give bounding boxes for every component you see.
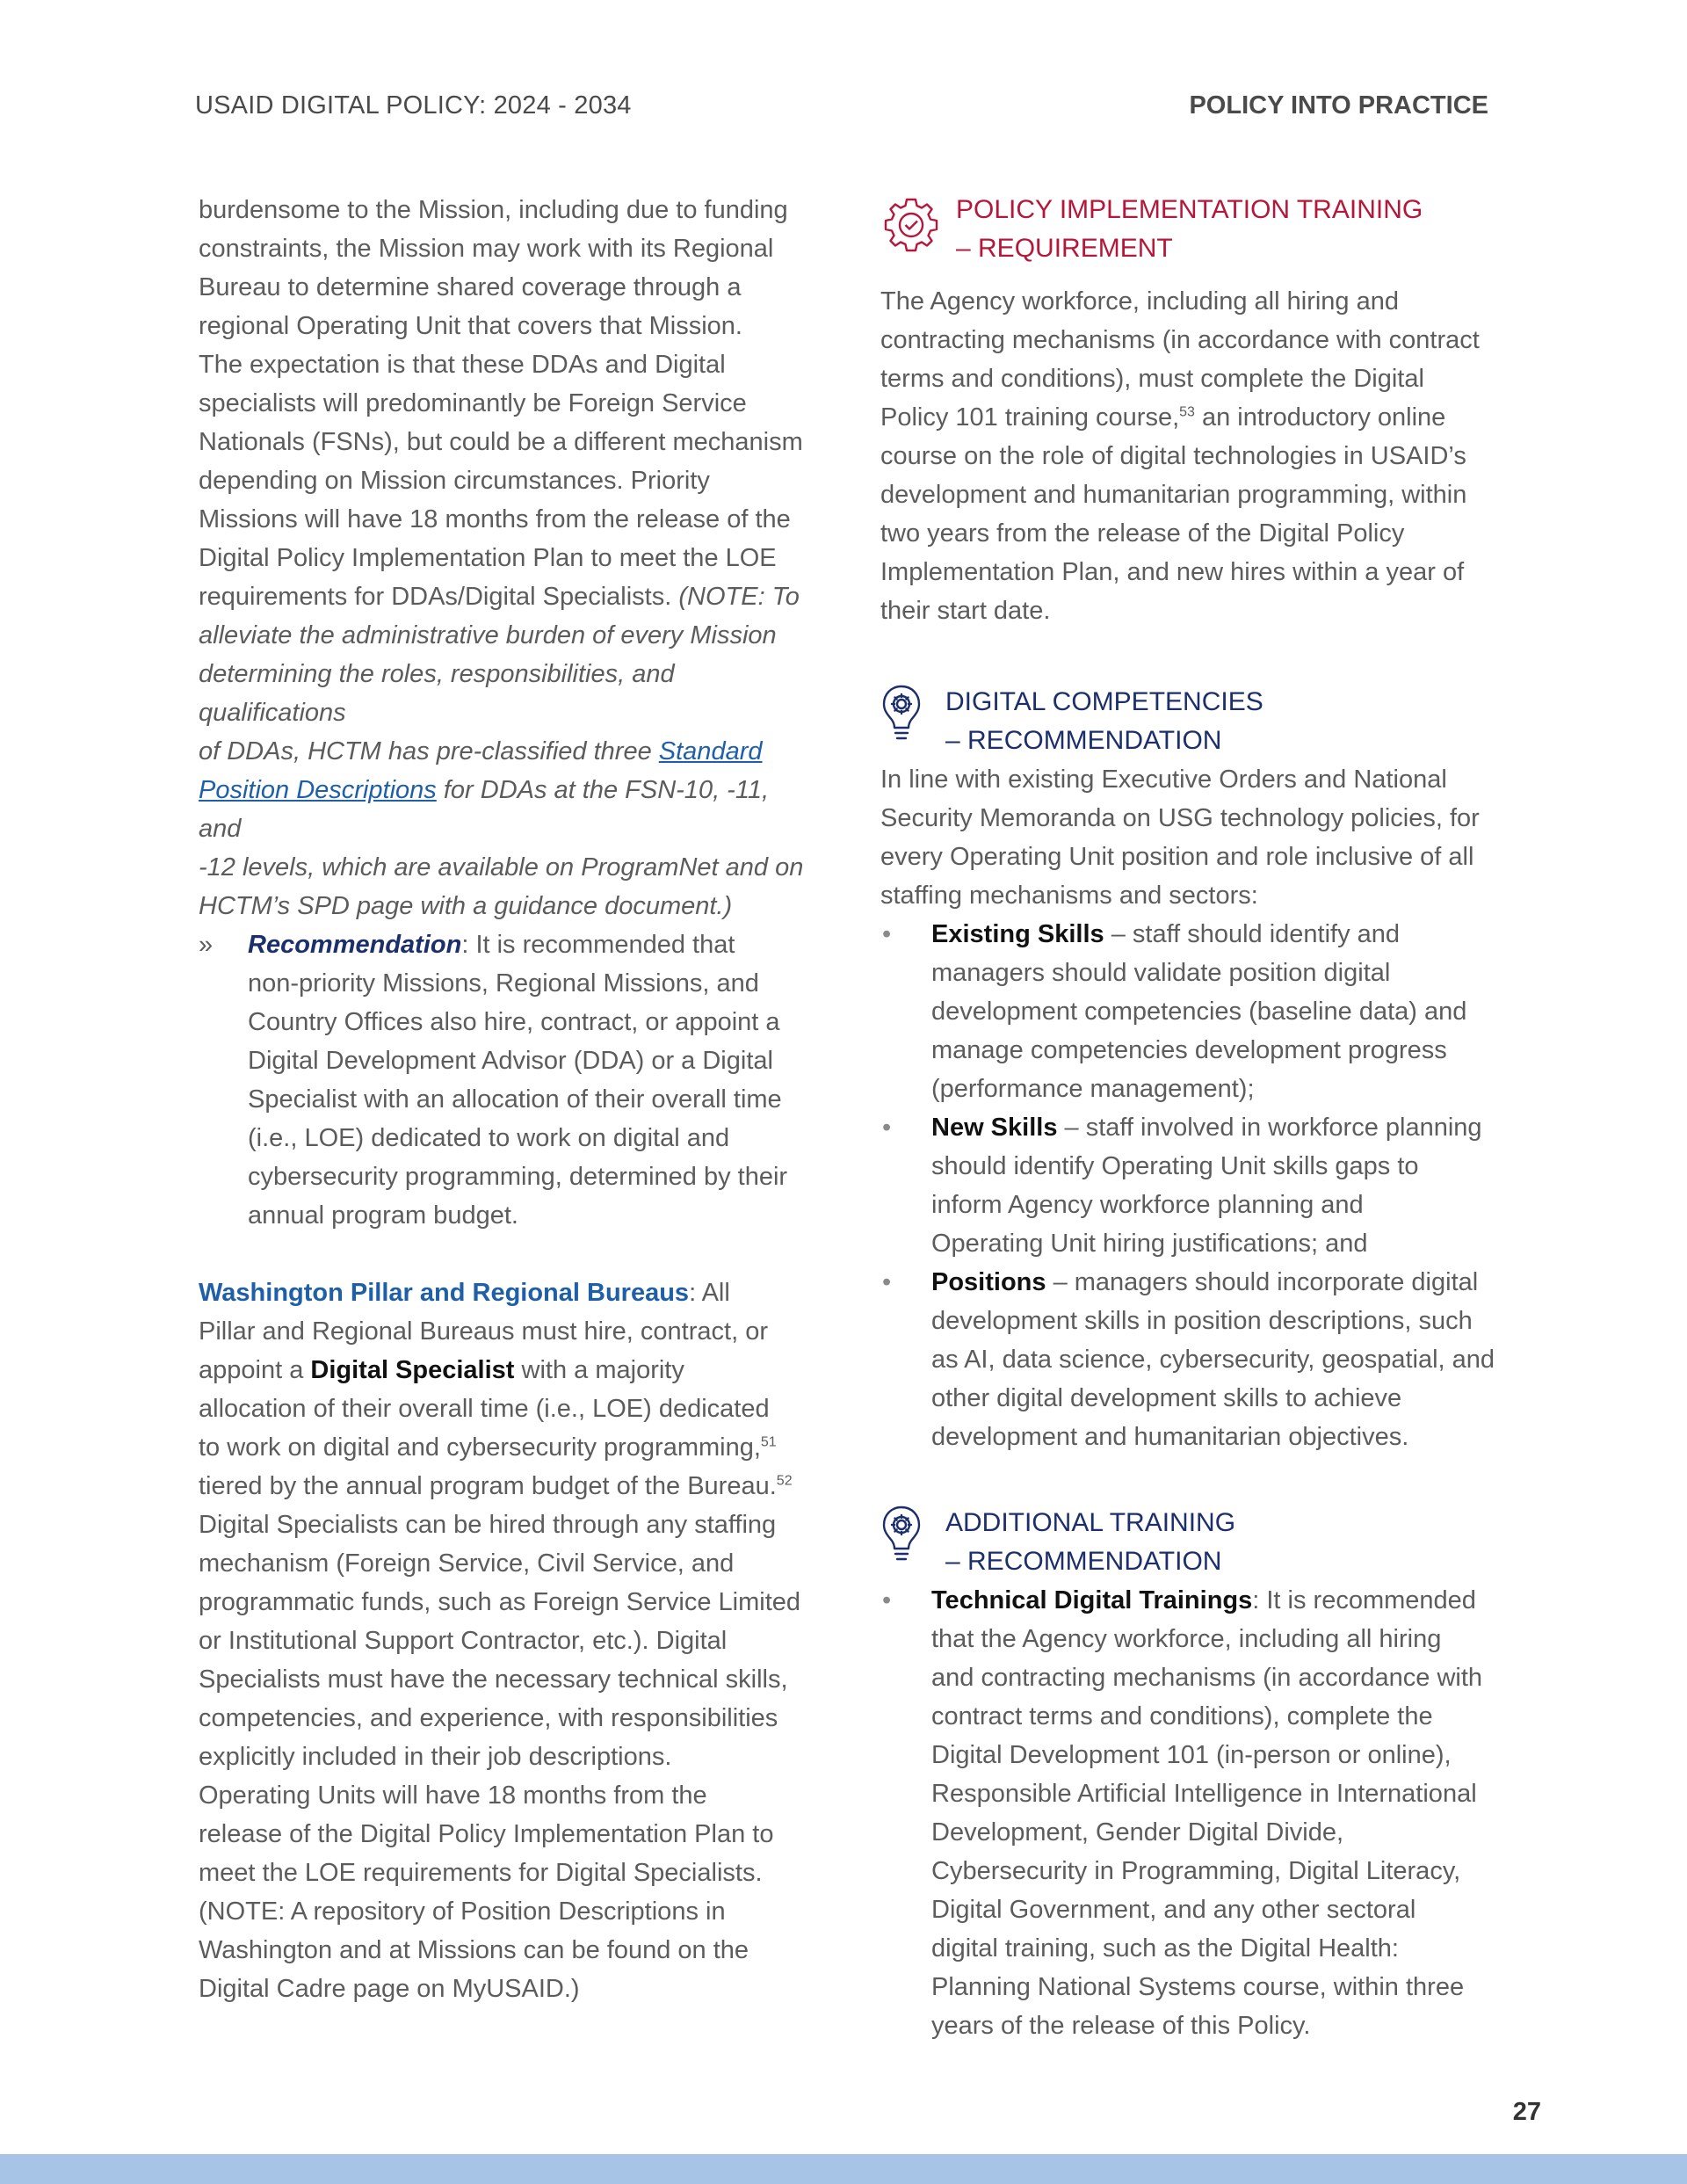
text-line: terms and conditions), must complete the Digital — [880, 365, 1424, 393]
s2-intro-lines — [880, 765, 1480, 910]
recommendation-label: Recommendation — [248, 931, 462, 959]
footnote-ref[interactable]: 52 — [776, 1473, 793, 1489]
bullet-icon: • — [882, 1114, 892, 1142]
text-line: that the Agency workforce, including all hiring — [931, 1625, 1442, 1653]
text-line: contract terms and conditions), complete the — [931, 1702, 1433, 1731]
text-line: (NOTE: A repository of Position Descriptions in — [199, 1897, 726, 1926]
text-line: non-priority Missions, Regional Missions, and — [248, 969, 759, 998]
text-line: course on the role of digital technologies in USAID’s — [880, 442, 1466, 470]
text-line: digital training, such as the Digital Health: — [931, 1934, 1399, 1963]
footnote-ref[interactable]: 53 — [1179, 404, 1195, 420]
bullet-lines — [931, 1152, 1419, 1258]
text-line: development skills in position descriptions, such — [931, 1307, 1473, 1335]
link-text-part-1[interactable]: Standard — [658, 737, 763, 765]
title-line: ADDITIONAL TRAINING — [945, 1508, 1236, 1537]
s1-line: an introductory online — [1194, 403, 1446, 432]
text-line: managers should validate position digital — [931, 959, 1391, 987]
new-skills-label: New Skills — [931, 1114, 1058, 1142]
running-header-section: POLICY INTO PRACTICE — [1189, 91, 1488, 120]
bullet-first-line: – staff should identify and — [1104, 920, 1401, 948]
list-item — [199, 925, 814, 1235]
text-line: Cybersecurity in Programming, Digital Literacy, — [931, 1857, 1461, 1885]
wp-line: tiered by the annual program budget of the Bureau. — [199, 1472, 777, 1500]
additional-training-heading — [880, 1504, 1495, 1581]
wp-line: appoint a — [199, 1356, 311, 1384]
lightbulb-gear-icon — [880, 683, 945, 760]
text-line: The expectation is that these DDAs and Digital — [199, 351, 726, 379]
text-line: Bureau to determine shared coverage through a — [199, 273, 742, 301]
chevron-marker-icon: » — [199, 931, 214, 959]
text-line: Operating Unit hiring justifications; and — [931, 1230, 1368, 1258]
text-line: constraints, the Mission may work with its Regional — [199, 235, 774, 263]
title-line: – RECOMMENDATION — [945, 726, 1222, 755]
text-line: explicitly included in their job descriptions. — [199, 1743, 672, 1771]
list-item — [880, 1581, 1495, 2045]
washington-pillar-paragraph — [199, 1273, 814, 2008]
link-text-part-2[interactable]: Position Descriptions — [199, 776, 437, 804]
text-line: regional Operating Unit that covers that Mission. — [199, 312, 742, 340]
text-line: (i.e., LOE) dedicated to work on digital and — [248, 1124, 730, 1152]
note-start: (NOTE: To — [678, 583, 800, 611]
note-post-link: for DDAs at the FSN-10, -11, and — [199, 776, 770, 843]
title-line: POLICY IMPLEMENTATION TRAINING — [956, 195, 1423, 224]
title-line: DIGITAL COMPETENCIES — [945, 687, 1263, 716]
text-line: Digital Development 101 (in-person or online), — [931, 1741, 1452, 1769]
text-line: alleviate the administrative burden of every Mission — [199, 621, 777, 649]
footer-bar — [0, 2154, 1687, 2184]
text-line: development and humanitarian objectives. — [931, 1423, 1409, 1451]
bullet-first-line: – staff involved in workforce planning — [1057, 1114, 1482, 1142]
text-line: Nationals (FSNs), but could be a different mechanism — [199, 428, 803, 456]
text-line: determining the roles, responsibilities, and qualifications — [199, 660, 675, 727]
wp-rest-lines — [199, 1511, 800, 2003]
additional-training-title — [945, 1504, 1235, 1581]
text-line: two years from the release of the Digital Policy — [880, 519, 1405, 548]
s1-lines — [880, 442, 1466, 625]
bullet-first-line: – managers should incorporate digital — [1046, 1268, 1479, 1296]
left-column — [199, 191, 814, 2008]
text-line: competencies, and experience, with responsibilities — [199, 1704, 778, 1732]
digital-specialist-term: Digital Specialist — [310, 1356, 515, 1384]
recommendation-first-line: : It is recommended that — [461, 931, 735, 959]
bullet-lines — [931, 1307, 1495, 1451]
text-line: Security Memoranda on USG technology policies, for — [880, 804, 1480, 832]
training-list — [880, 1581, 1495, 2045]
bullet-icon: • — [882, 1268, 892, 1296]
wp-line: allocation of their overall time (i.e., LOE) dedicated — [199, 1395, 770, 1423]
wp-line: to work on digital and cybersecurity programming, — [199, 1433, 761, 1462]
text-line: Specialist with an allocation of their overall time — [248, 1085, 782, 1114]
text-line: development and humanitarian programming, within — [880, 481, 1467, 509]
technical-trainings-label: Technical Digital Trainings — [931, 1586, 1253, 1614]
s1-line: Policy 101 training course, — [880, 403, 1180, 432]
text-line: Operating Units will have 18 months from the — [199, 1781, 707, 1810]
text-line: Specialists must have the necessary technical skills, — [199, 1665, 788, 1694]
text-line: Responsible Artificial Intelligence in International — [931, 1780, 1477, 1808]
text-line: manage competencies development progress — [931, 1036, 1447, 1064]
text-line: inform Agency workforce planning and — [931, 1191, 1364, 1219]
text-line: Digital Policy Implementation Plan to meet the LOE — [199, 544, 777, 572]
text-line: mechanism (Foreign Service, Civil Service, and — [199, 1549, 735, 1578]
recommendation-list — [199, 925, 814, 1235]
s1-lines — [880, 287, 1480, 393]
policy-training-heading — [880, 191, 1495, 272]
policy-training-title — [956, 191, 1423, 268]
washington-pillar-heading: Washington Pillar and Regional Bureaus — [199, 1279, 690, 1307]
text-line: contracting mechanisms (in accordance with contract — [880, 326, 1480, 354]
text-line: Digital Cadre page on MyUSAID.) — [199, 1975, 580, 2003]
gear-check-icon — [880, 194, 956, 272]
text-line: as AI, data science, cybersecurity, geospatial, and — [931, 1346, 1495, 1374]
bullet-lines — [931, 1625, 1482, 2040]
text-line: depending on Mission circumstances. Priority — [199, 467, 710, 495]
text-line: Washington and at Missions can be found on the — [199, 1936, 749, 1964]
text-line: Digital Development Advisor (DDA) or a Digital — [248, 1047, 773, 1075]
page-number: 27 — [1512, 2098, 1541, 2126]
text-line: HCTM’s SPD page with a guidance document.) — [199, 892, 733, 920]
text-line: or Institutional Support Contractor, etc.). Digital — [199, 1627, 728, 1655]
recommendation-lines — [248, 969, 787, 1230]
title-line: – REQUIREMENT — [956, 234, 1173, 263]
list-item — [880, 1108, 1495, 1263]
text-line: annual program budget. — [248, 1201, 518, 1230]
text-line: and contracting mechanisms (in accordance with — [931, 1664, 1483, 1692]
text-line: release of the Digital Policy Implementation Plan to — [199, 1820, 774, 1848]
right-column — [880, 191, 1495, 2045]
title-line: – RECOMMENDATION — [945, 1547, 1222, 1576]
bullet-icon: • — [882, 1586, 892, 1614]
text-line: Digital Specialists can be hired through any staffing — [199, 1511, 777, 1539]
digital-competencies-title — [945, 683, 1263, 760]
text-line: cybersecurity programming, determined by their — [248, 1163, 788, 1191]
digital-competencies-heading — [880, 683, 1495, 760]
note-tail — [199, 853, 803, 920]
footnote-ref[interactable]: 51 — [760, 1434, 777, 1450]
text-line: other digital development skills to achieve — [931, 1384, 1402, 1412]
text-line: The Agency workforce, including all hiring and — [880, 287, 1399, 316]
text-line: Implementation Plan, and new hires within a year of — [880, 558, 1465, 586]
text-line: Planning National Systems course, within three — [931, 1973, 1465, 2001]
wp-after-heading: : All — [689, 1279, 730, 1307]
text-line: staffing mechanisms and sectors: — [880, 882, 1258, 910]
bullet-lines — [931, 959, 1466, 1103]
text-line: -12 levels, which are available on ProgramNet and on — [199, 853, 804, 882]
text-line: Development, Gender Digital Divide, — [931, 1818, 1344, 1847]
digital-competencies-intro — [880, 760, 1495, 915]
text-line: specialists will predominantly be Foreign Service — [199, 389, 747, 417]
text-line: burdensome to the Mission, including due to funding — [199, 196, 788, 224]
list-item — [880, 1263, 1495, 1456]
positions-label: Positions — [931, 1268, 1046, 1296]
text-line: Country Offices also hire, contract, or appoint a — [248, 1008, 780, 1036]
bullet-first-line: : It is recommended — [1252, 1586, 1476, 1614]
text-line: programmatic funds, such as Foreign Service Limited — [199, 1588, 801, 1616]
competencies-list — [880, 915, 1495, 1456]
text-line: development competencies (baseline data) and — [931, 998, 1467, 1026]
text-line: (performance management); — [931, 1075, 1255, 1103]
note-lines — [199, 621, 777, 727]
intro-line-list — [199, 196, 803, 572]
existing-skills-label: Existing Skills — [931, 920, 1104, 948]
wp-line: Pillar and Regional Bureaus must hire, contract, or — [199, 1317, 768, 1346]
text-line: Missions will have 18 months from the release of the — [199, 505, 791, 533]
text-line: Digital Government, and any other sectoral — [931, 1896, 1416, 1924]
running-header-title: USAID DIGITAL POLICY: 2024 - 2034 — [195, 91, 632, 120]
bullet-icon: • — [882, 920, 892, 948]
text-line: meet the LOE requirements for Digital Specialists. — [199, 1859, 763, 1887]
intro-last-line: requirements for DDAs/Digital Specialists. — [199, 583, 679, 611]
text-line: their start date. — [880, 597, 1051, 625]
text-line: In line with existing Executive Orders and National — [880, 765, 1447, 794]
text-line: should identify Operating Unit skills gaps to — [931, 1152, 1419, 1180]
text-line: every Operating Unit position and role inclusive of all — [880, 843, 1474, 871]
wp-line: with a majority — [514, 1356, 684, 1384]
lightbulb-gear-icon — [880, 1504, 945, 1581]
intro-paragraph — [199, 191, 814, 925]
text-line: years of the release of this Policy. — [931, 2012, 1311, 2040]
policy-training-paragraph — [880, 282, 1495, 630]
list-item — [880, 915, 1495, 1108]
note-pre-link: of DDAs, HCTM has pre-classified three — [199, 737, 659, 765]
